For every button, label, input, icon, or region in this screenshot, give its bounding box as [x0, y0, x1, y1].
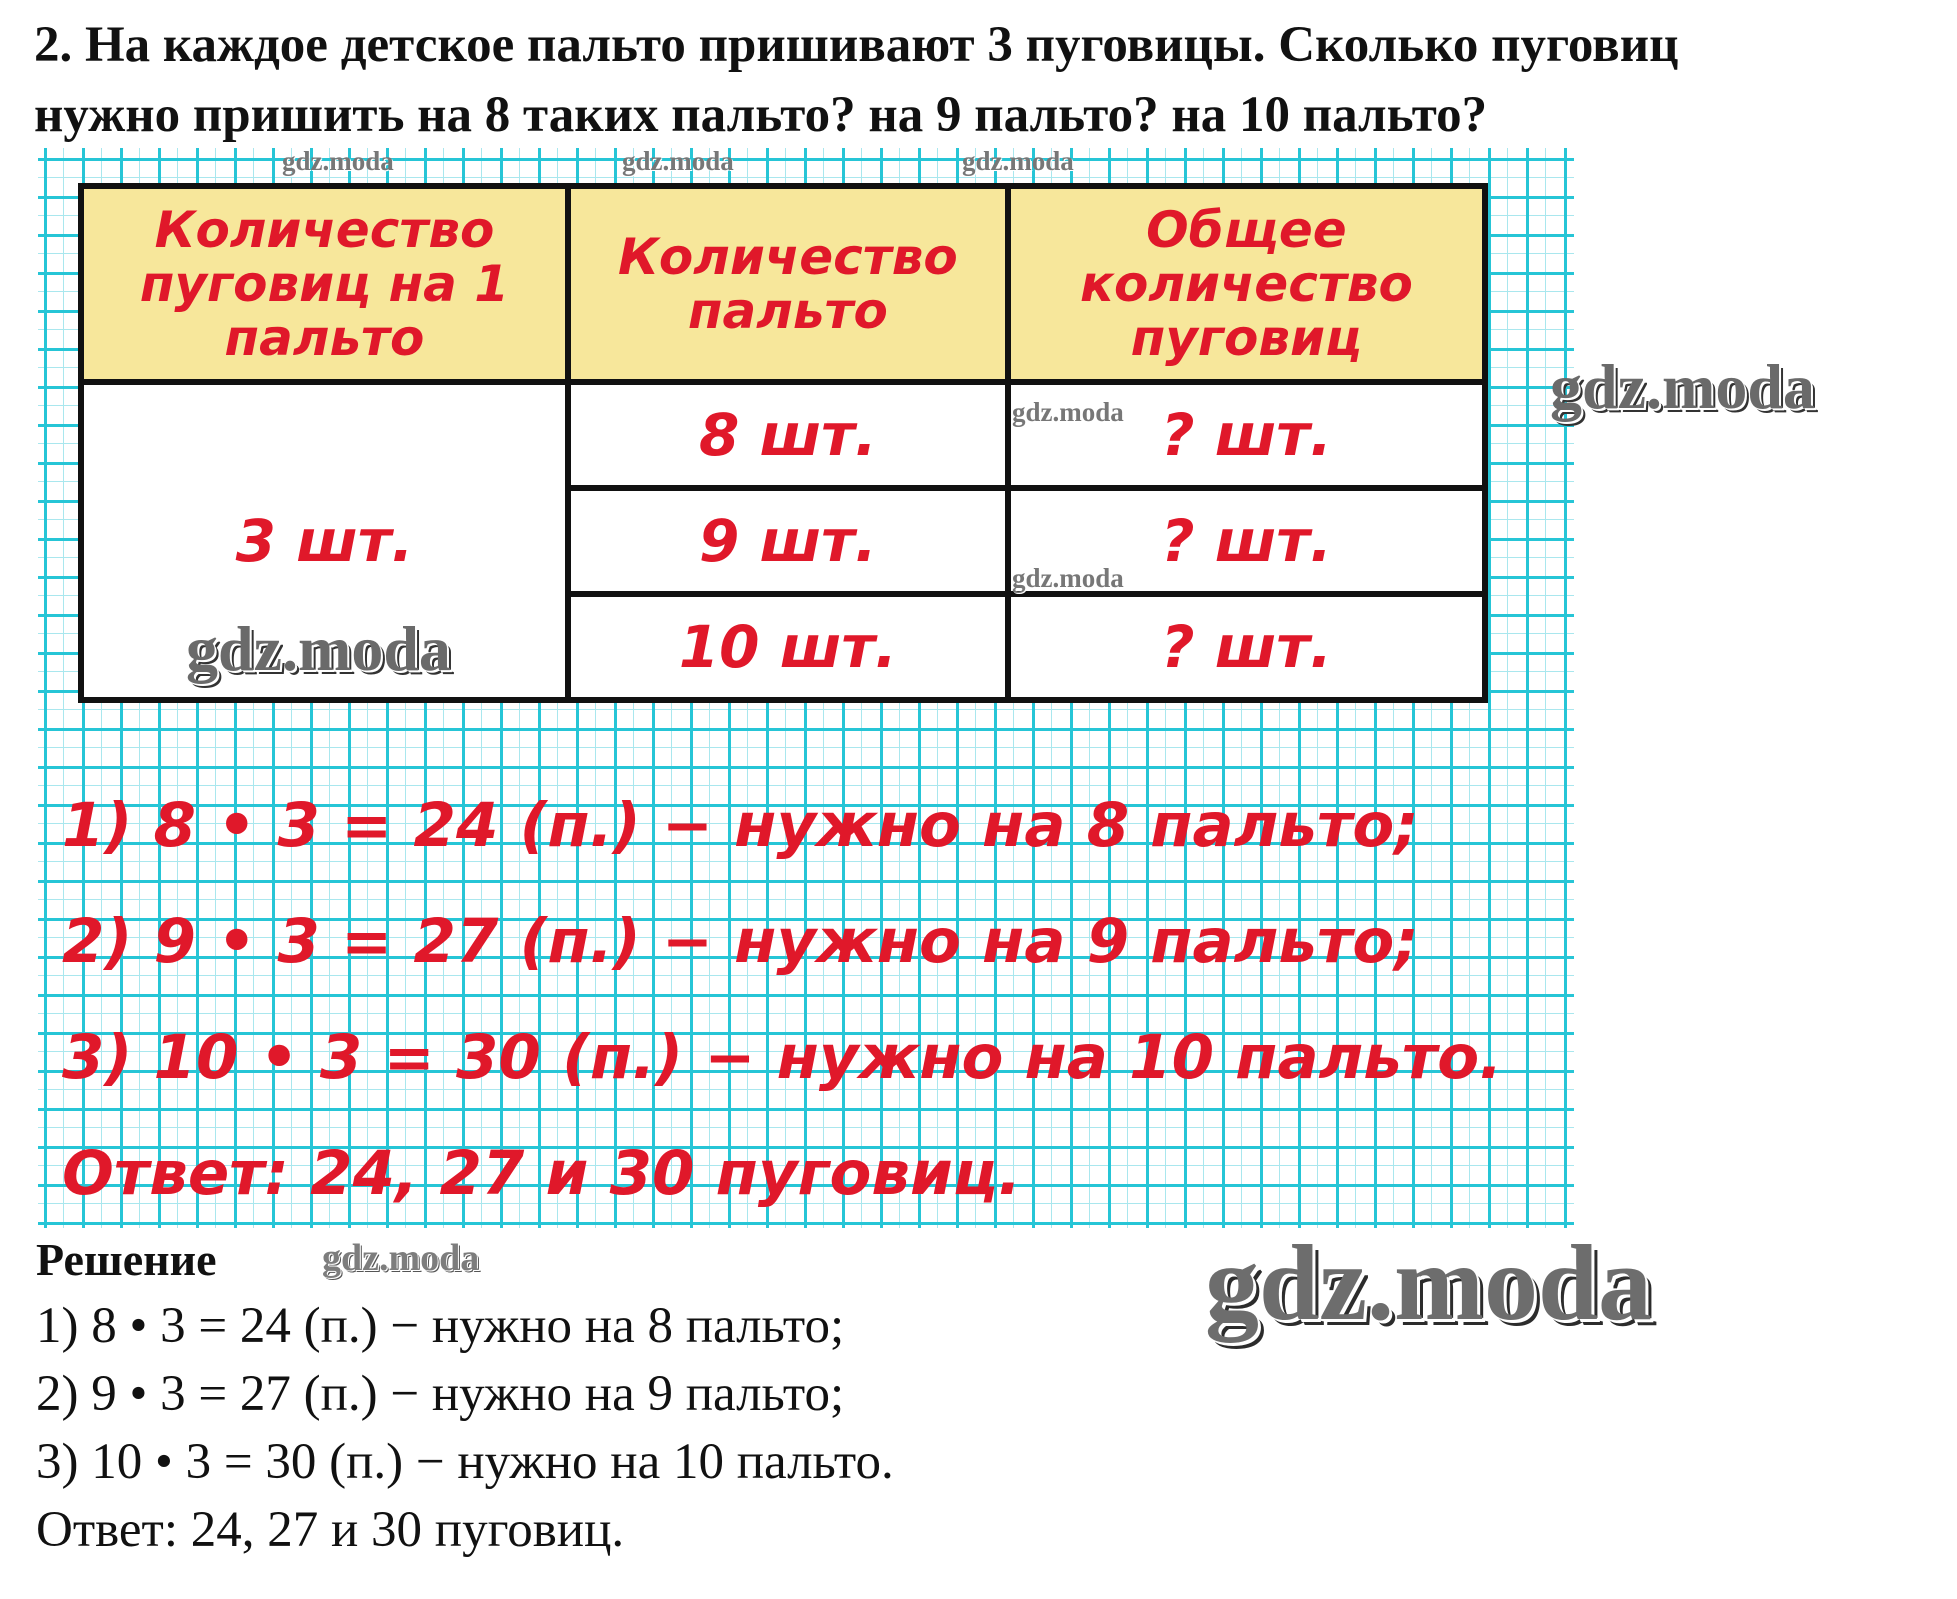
solution-line: 1) 8 • 3 = 24 (п.) − нужно на 8 пальто;: [36, 1298, 845, 1354]
watermark: gdz.moda: [1012, 397, 1124, 427]
watermark: gdz.moda: [962, 146, 1074, 176]
watermark: gdz.moda: [1012, 563, 1124, 593]
table-header-row: [81, 186, 1485, 382]
cell-coats: 9 шт.: [568, 488, 1008, 594]
problem-line-2: нужно пришить на 8 таких пальто? на 9 пальто? на 10 пальто?: [34, 87, 1488, 143]
header-coat-count: Количество пальто: [568, 186, 1008, 382]
handwritten-answer: Ответ: 24, 27 и 30 пуговиц.: [62, 1138, 1022, 1209]
solution-line: 3) 10 • 3 = 30 (п.) − нужно на 10 пальто.: [36, 1434, 894, 1490]
cell-coats: 10 шт.: [568, 594, 1008, 700]
handwritten-line: 3) 10 • 3 = 30 (п.) − нужно на 10 пальто.: [62, 1022, 1503, 1093]
watermark: gdz.moda: [622, 146, 734, 176]
solution-block: [36, 1228, 1236, 1564]
cell-buttons-per-coat: 3 шт.: [81, 382, 568, 700]
handwritten-line: 1) 8 • 3 = 24 (п.) − нужно на 8 пальто;: [62, 790, 1419, 861]
data-table: [78, 183, 1488, 703]
problem-line-1: 2. На каждое детское пальто пришивают 3 пуговицы. Сколько пуговиц: [34, 17, 1679, 73]
watermark: gdz.moda: [322, 1237, 480, 1279]
header-total-buttons: Общее количество пуговиц: [1008, 186, 1485, 382]
cell-coats: 8 шт.: [568, 382, 1008, 488]
cell-total: ? шт.: [1008, 488, 1485, 594]
cell-total: ? шт.: [1008, 382, 1485, 488]
problem-statement: [34, 10, 1934, 150]
solution-heading: Решение: [36, 1234, 217, 1285]
solution-line: 2) 9 • 3 = 27 (п.) − нужно на 9 пальто;: [36, 1366, 845, 1422]
watermark: gdz.moda: [282, 146, 394, 176]
watermark: gdz.moda: [186, 613, 451, 684]
handwritten-solution: [62, 768, 1562, 1232]
solution-answer: Ответ: 24, 27 и 30 пуговиц.: [36, 1502, 625, 1558]
table-row: [81, 382, 1485, 488]
cell-total: ? шт.: [1008, 594, 1485, 700]
watermark: gdz.moda: [1205, 1224, 1653, 1343]
header-buttons-per-coat: Количество пуговиц на 1 пальто: [81, 186, 568, 382]
handwritten-line: 2) 9 • 3 = 27 (п.) − нужно на 9 пальто;: [62, 906, 1419, 977]
watermark: gdz.moda: [1550, 351, 1815, 422]
